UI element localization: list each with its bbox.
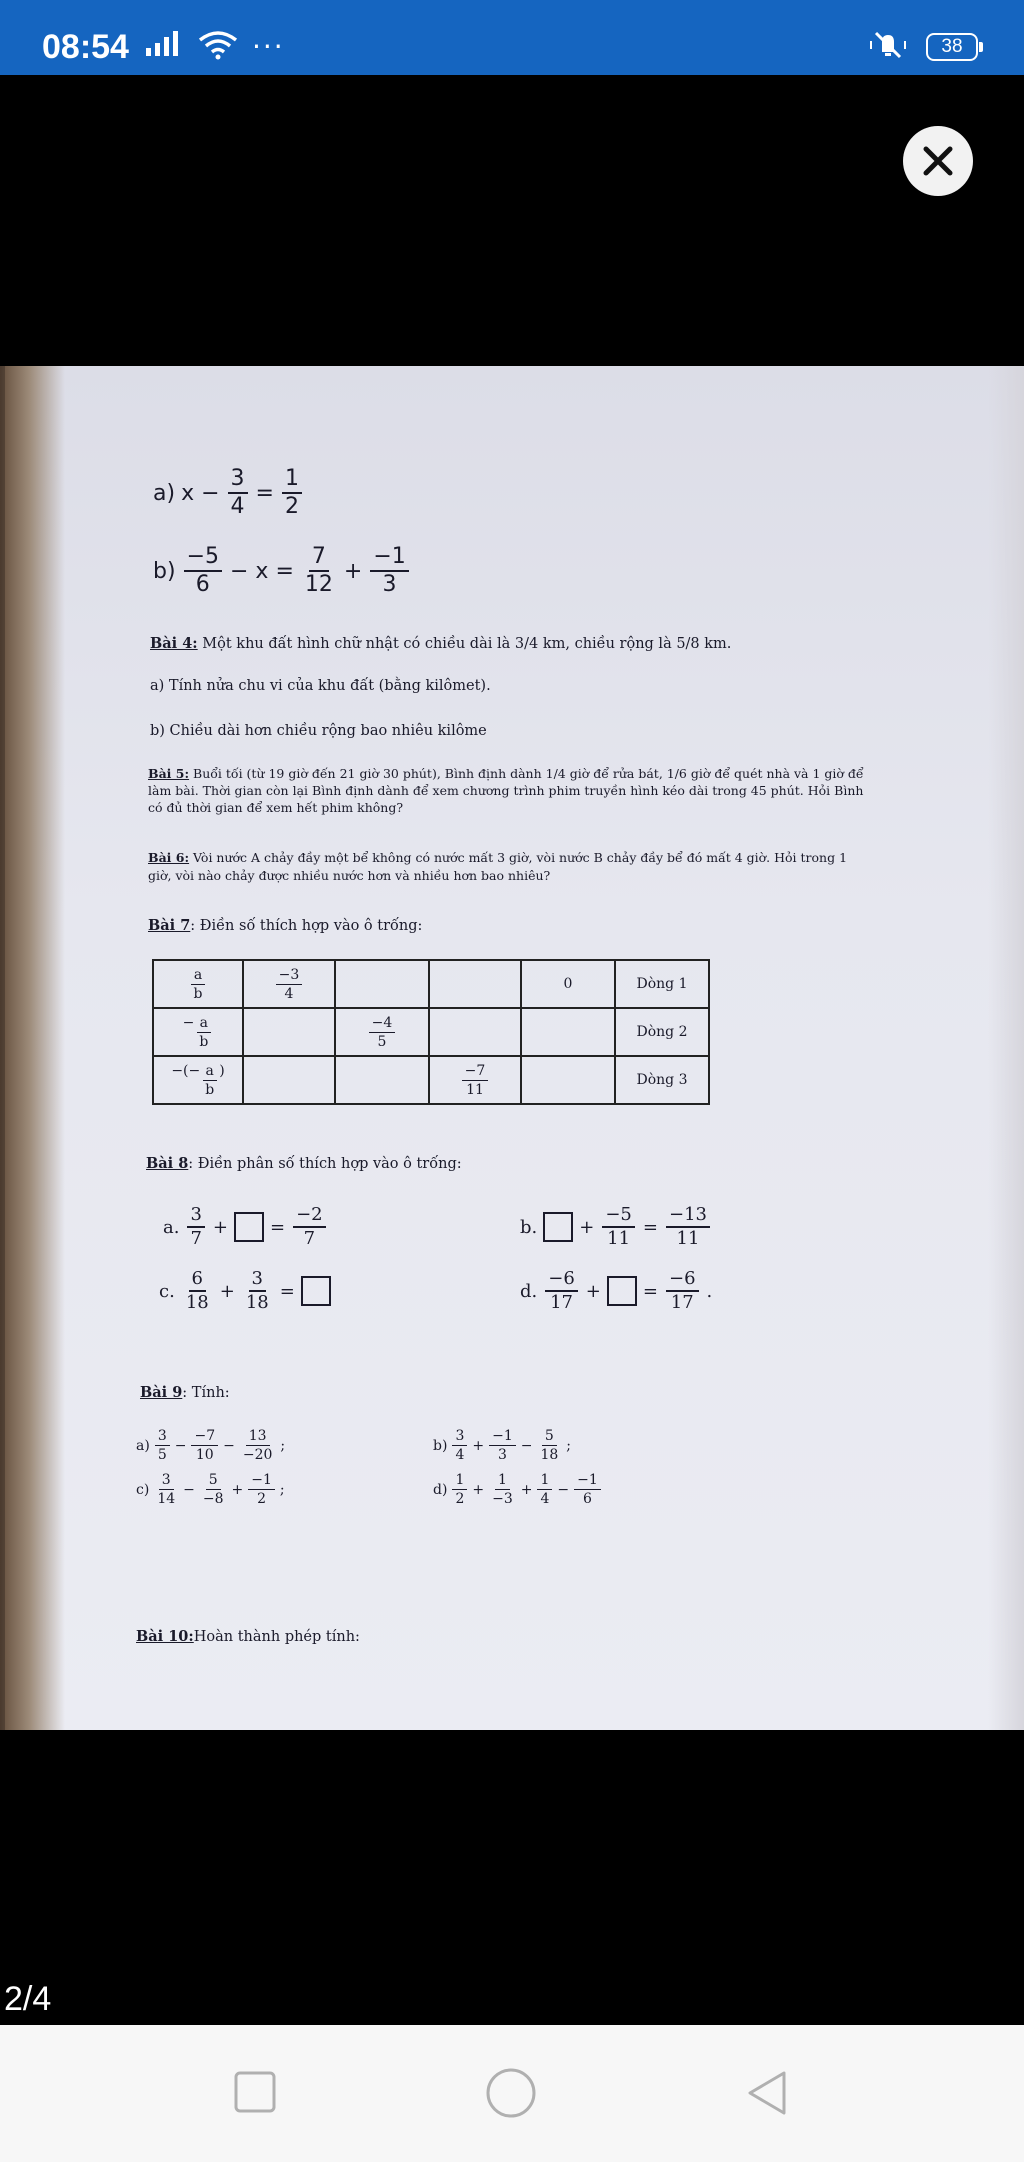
status-time: 08:54 [42,28,129,66]
operator: − [183,1481,195,1498]
numerator: 13 [246,1429,270,1446]
bai5-line3: có đủ thời gian để xem hết phim không? [148,800,404,815]
numerator: −2 [293,1206,326,1228]
numerator: −5 [184,546,222,572]
denominator: 4 [284,986,294,1002]
fraction [537,1429,561,1462]
bai9-text: : Tính: [182,1385,230,1401]
bai7-table [152,959,710,1105]
denominator: 11 [676,1228,700,1249]
denominator: 12 [304,572,333,597]
bai4-title: Bài 4: [150,635,198,652]
bai6-line1 [148,850,847,865]
ex3-a-x: x − [181,480,220,506]
denominator: −20 [242,1447,273,1463]
fraction [293,1206,326,1248]
fraction [240,1429,276,1462]
plus: + [579,1216,595,1238]
bai9-c-label: c) [136,1481,150,1498]
operator: + [231,1481,244,1498]
bai8-title: Bài 8 [146,1155,189,1172]
semicolon: ; [566,1437,572,1454]
fraction [191,1429,218,1462]
denominator: 17 [670,1292,694,1313]
ex3-b-mid: − x = [230,558,294,584]
denominator: 7 [303,1228,316,1249]
battery-icon: 38 [926,33,978,61]
numerator: −1 [489,1429,516,1446]
operator: + [520,1481,533,1498]
table-cell [335,960,429,1008]
fraction [666,1206,710,1248]
table-cell [153,1056,243,1104]
denominator: 18 [185,1292,209,1313]
fraction [489,1429,516,1462]
numerator: −4 [369,1016,396,1033]
bai5-line1 [148,766,864,781]
denominator: 3 [382,572,397,597]
semicolon: ; [279,1481,285,1498]
fraction [462,1064,489,1097]
table-cell [335,1056,429,1104]
denominator: b [199,1034,209,1050]
page-indicator: 2/4 [4,1980,52,2018]
fraction [243,1270,272,1312]
paper-edge [988,366,1024,1730]
bai8-c-label: c. [159,1280,175,1302]
denominator: 18 [540,1447,559,1463]
numerator: 3 [228,468,248,494]
bai8-a [163,1206,328,1248]
bai8-text: : Điền phân số thích hợp vào ô trống: [188,1156,462,1172]
equals: = [642,1216,658,1238]
fraction [602,1206,635,1248]
operator: + [472,1437,485,1454]
fraction [228,468,248,518]
ex3-a [153,468,304,518]
numerator: 6 [189,1270,206,1292]
equals: = [255,480,274,506]
fraction [154,1473,178,1506]
bai7-text: : Điền số thích hợp vào ô trống: [190,918,423,934]
bai9-a [136,1429,285,1462]
status-bar [0,0,1024,75]
table-cell [153,960,243,1008]
blank-box [234,1212,264,1242]
document-photo[interactable] [0,366,1024,1730]
bai4-text: Một khu đất hình chữ nhật có chiều dài là 3/4 km, chiều rộng là 5/8 km. [197,636,732,652]
fraction [155,1429,170,1462]
numerator: a [197,1016,211,1033]
minus-paren: −(− [171,1063,201,1079]
bai5-text: Buổi tối (từ 19 giờ đến 21 giờ 30 phút), Bình định dành 1/4 giờ để rửa bát, 1/6 giờ để quét nhà và 1 giờ để [189,766,864,781]
bai6-line2: giờ, vòi nào chảy được nhiều nước hơn và nhiều hơn bao nhiêu? [148,868,551,883]
ex3-a-label: a) [153,480,176,506]
numerator: −6 [545,1270,578,1292]
operator: − [520,1437,533,1454]
plus: + [212,1216,228,1238]
paper-sheet [5,366,1024,1730]
numerator: 3 [155,1429,170,1446]
minus: − [182,1015,195,1031]
numerator: 5 [206,1473,221,1490]
denominator: 14 [157,1491,176,1507]
fraction [282,468,302,518]
bai8-b-label: b. [520,1216,538,1238]
bai8-a-label: a. [163,1216,180,1238]
table-row-label: Dòng 2 [615,1008,709,1056]
denominator: 17 [550,1292,573,1313]
fraction [574,1473,601,1506]
fraction [187,1206,204,1248]
period: . [706,1280,713,1302]
denominator: 2 [257,1491,267,1507]
vibrate-mute-icon [868,30,908,64]
table-cell [429,960,521,1008]
ex3-b [153,546,411,596]
numerator: −3 [276,968,303,985]
home-button[interactable] [485,2067,537,2119]
bai9-title: Bài 9 [140,1384,183,1401]
denominator: 2 [284,494,299,519]
recents-button[interactable] [233,2070,277,2114]
semicolon: ; [280,1437,286,1454]
numerator: a [191,968,205,985]
numerator: −5 [602,1206,635,1228]
bai4-a: a) Tính nửa chu vi của khu đất (bằng kilômet). [150,678,491,694]
operator: − [223,1437,235,1454]
fraction [183,1270,212,1312]
bai9-b-label: b) [433,1437,448,1454]
table-cell [521,1008,615,1056]
paper-shadow [5,366,65,1730]
fraction [202,1064,217,1097]
table-cell [335,1008,429,1056]
navigation-bar [0,2025,1024,2162]
close-button[interactable] [903,126,973,196]
table-cell [243,960,335,1008]
table-row [153,1056,709,1104]
fraction [452,1473,467,1506]
operator: + [472,1481,485,1498]
table-row-label: Dòng 1 [615,960,709,1008]
bai7-heading [148,917,422,934]
back-button[interactable] [744,2069,792,2117]
denominator: 3 [497,1447,507,1463]
bai8-heading [146,1155,462,1172]
denominator: 11 [607,1228,631,1249]
bai10-title: Bài 10: [136,1628,194,1645]
bai8-b [520,1206,712,1248]
fraction [248,1473,275,1506]
fraction [196,1016,211,1049]
bai6-text: Vòi nước A chảy đầy một bể không có nước mất 3 giờ, vòi nước B chảy đầy bể đó mất 4 giờ. Hỏi trong 1 [189,850,848,865]
numerator: 1 [452,1473,467,1490]
table-cell [243,1008,335,1056]
close-icon [922,145,954,177]
plus: + [219,1280,235,1302]
bai9-b [433,1429,571,1462]
bai9-a-label: a) [136,1437,150,1454]
numerator: −1 [248,1473,275,1490]
denominator: 7 [190,1228,202,1249]
denominator: 6 [582,1491,592,1507]
operator: − [557,1481,570,1498]
table-row-label: Dòng 3 [615,1056,709,1104]
fraction [302,546,336,596]
signal-icon [144,30,186,62]
fraction [200,1473,227,1506]
numerator: 7 [309,546,329,572]
equals: = [642,1280,658,1302]
denominator: 2 [455,1491,465,1507]
denominator: 6 [195,572,210,597]
numerator: a [203,1064,217,1081]
bai9-d [433,1473,603,1506]
numerator: −13 [666,1206,710,1228]
fraction [537,1473,552,1506]
table-row [153,1008,709,1056]
numerator: 1 [495,1473,510,1490]
table-cell [429,1008,521,1056]
fraction [452,1429,467,1462]
numerator: −6 [666,1270,699,1292]
numerator: 3 [452,1429,467,1446]
fraction [184,546,222,596]
bai5-line2: làm bài. Thời gian còn lại Bình định dành để xem chương trình phim truyền hình kéo dài trong 45 phút. Hỏi Bình [148,783,864,798]
plus: + [585,1280,601,1302]
denominator: 4 [230,494,245,519]
denominator: b [193,986,203,1002]
bai6-title: Bài 6: [148,850,190,865]
numerator: 3 [187,1206,204,1228]
denominator: 5 [157,1447,167,1463]
more-notifications-icon: ··· [252,30,285,63]
wifi-icon [198,30,238,64]
ex3-b-label: b) [153,558,176,584]
bai9-c [136,1473,285,1506]
numerator: −7 [462,1064,489,1081]
equals: = [279,1280,295,1302]
fraction [191,968,206,1001]
equals: = [270,1216,286,1238]
fraction [545,1270,578,1312]
bai4-heading [150,635,731,652]
numerator: 1 [537,1473,552,1490]
fraction [666,1270,699,1312]
fraction [369,1016,396,1049]
denominator: 11 [466,1082,484,1098]
numerator: 3 [159,1473,174,1490]
numerator: −1 [370,546,408,572]
fraction [276,968,303,1001]
table-row [153,960,709,1008]
numerator: 1 [282,468,302,494]
denominator: 5 [377,1034,387,1050]
fraction [489,1473,516,1506]
blank-box [301,1276,331,1306]
bai8-d [520,1270,712,1312]
fraction [370,546,408,596]
table-cell: 0 [521,960,615,1008]
numerator: 3 [249,1270,266,1292]
operator: − [174,1437,187,1454]
denominator: −8 [202,1491,224,1507]
numerator: −7 [191,1429,218,1446]
bai10-text: Hoàn thành phép tính: [193,1629,360,1645]
bai9-heading [140,1384,230,1401]
close-paren: ) [219,1063,225,1079]
denominator: 18 [245,1292,269,1313]
denominator: −3 [492,1491,513,1507]
bai8-d-label: d. [520,1280,538,1302]
denominator: 4 [455,1447,465,1463]
bai9-d-label: d) [433,1481,448,1498]
bai5-title: Bài 5: [148,766,190,781]
table-cell [243,1056,335,1104]
numerator: 5 [542,1429,557,1446]
table-cell [521,1056,615,1104]
numerator: −1 [574,1473,601,1490]
blank-box [543,1212,573,1242]
denominator: 10 [195,1447,214,1463]
denominator: b [205,1082,215,1098]
bai4-b: b) Chiều dài hơn chiều rộng bao nhiêu kilôme [150,723,487,739]
table-cell [153,1008,243,1056]
table-cell [429,1056,521,1104]
bai8-c [159,1270,331,1312]
denominator: 4 [540,1491,550,1507]
bai7-title: Bài 7 [148,917,191,934]
plus: + [343,558,363,584]
bai10-heading [136,1628,360,1645]
blank-box [607,1276,637,1306]
